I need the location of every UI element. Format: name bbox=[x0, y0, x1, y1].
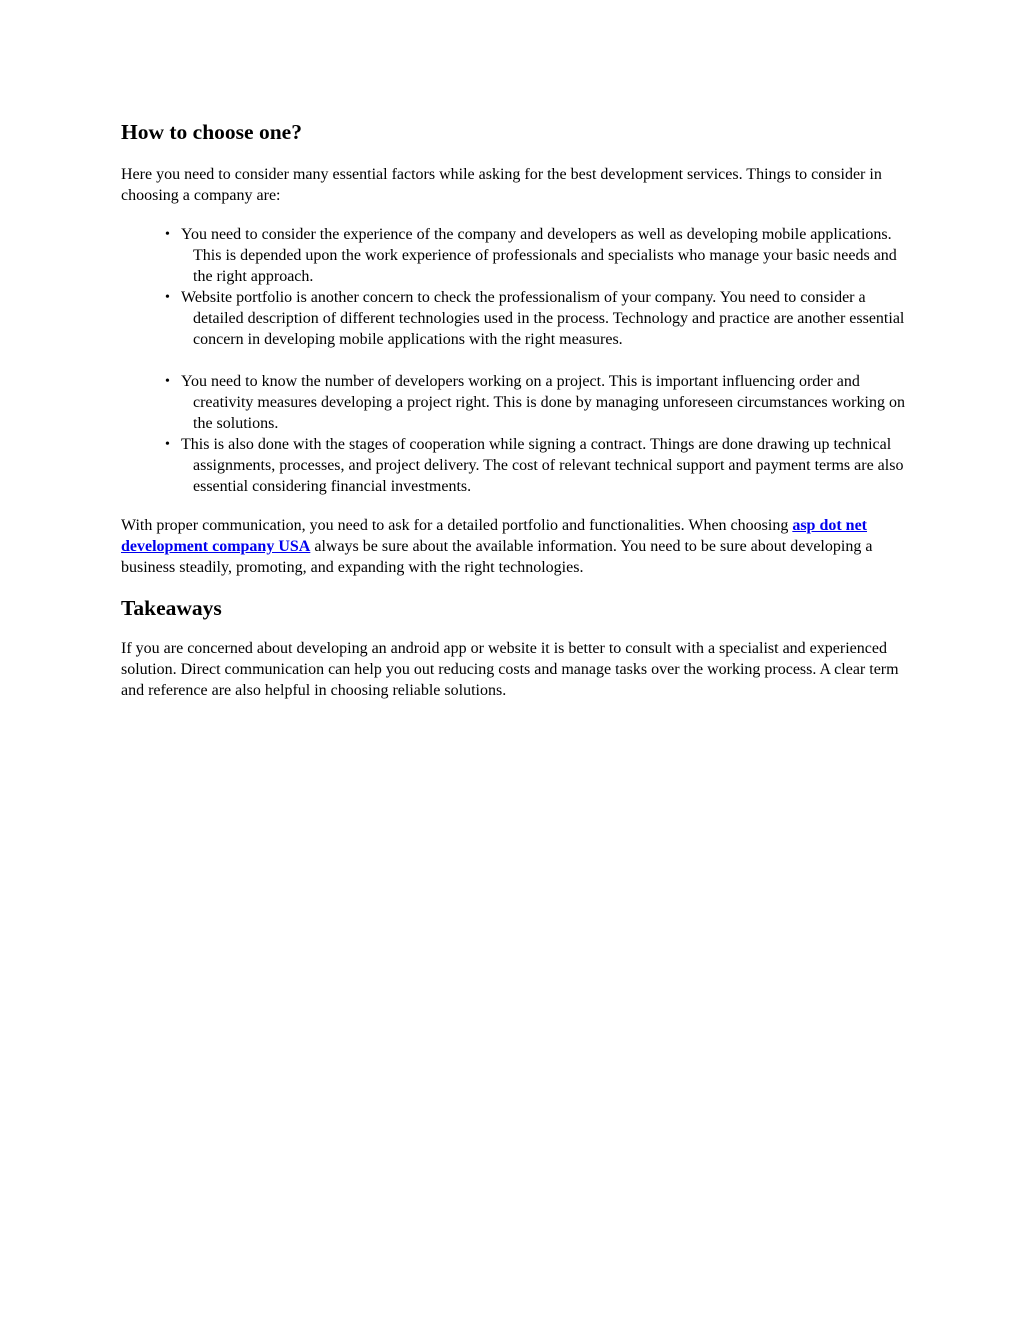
section-heading-takeaways: Takeaways bbox=[121, 596, 222, 620]
closing-paragraph bbox=[121, 515, 906, 578]
list-item-text: You need to know the number of developers working on a project. This is important influencing order and creativity measures developing a project right. This is done by managing unforeseen circumstances working on the solutions. bbox=[181, 373, 905, 432]
considerations-list bbox=[121, 224, 906, 497]
section-heading-how-to-choose: How to choose one? bbox=[121, 120, 302, 144]
list-item-text: Website portfolio is another concern to check the professionalism of your company. You need to consider a detailed description of different technologies used in the process. Technology and practice are another essential concern in developing mobile applications with the right measures. bbox=[181, 289, 905, 348]
bullet-icon: • bbox=[165, 374, 170, 389]
document-page bbox=[121, 118, 906, 701]
list-item bbox=[121, 287, 906, 350]
list-item-text: This is also done with the stages of cooperation while signing a contract. Things are done drawing up technical assignments, processes, and project delivery. The cost of relevant technical support and payment terms are also essential considering financial investments. bbox=[181, 436, 904, 495]
bullet-icon: • bbox=[165, 437, 170, 452]
closing-text-after: always be sure about the available information. You need to be sure about developing a business steadily, promoting, and expanding with the right technologies. bbox=[121, 538, 873, 576]
bullet-icon: • bbox=[165, 290, 170, 305]
list-item bbox=[121, 371, 906, 434]
bullet-icon: • bbox=[165, 227, 170, 242]
list-item bbox=[121, 224, 906, 287]
list-item bbox=[121, 434, 906, 497]
intro-paragraph: Here you need to consider many essential factors while asking for the best development services. Things to consider in choosing a company are: bbox=[121, 166, 882, 204]
closing-text-before: With proper communication, you need to ask for a detailed portfolio and functionalities. When choosing bbox=[121, 517, 793, 534]
takeaways-paragraph: If you are concerned about developing an android app or website it is better to consult with a specialist and experienced solution. Direct communication can help you out reducing costs and manage tasks over the working process. A clear term and reference are also helpful in choosing reliable solutions. bbox=[121, 640, 899, 699]
asp-dot-net-company-link[interactable]: asp dot net development company USA bbox=[121, 517, 868, 555]
list-item-text: You need to consider the experience of the company and developers as well as developing mobile applications. This is depended upon the work experience of professionals and specialists who manage your basic needs and the right approach. bbox=[181, 226, 897, 285]
